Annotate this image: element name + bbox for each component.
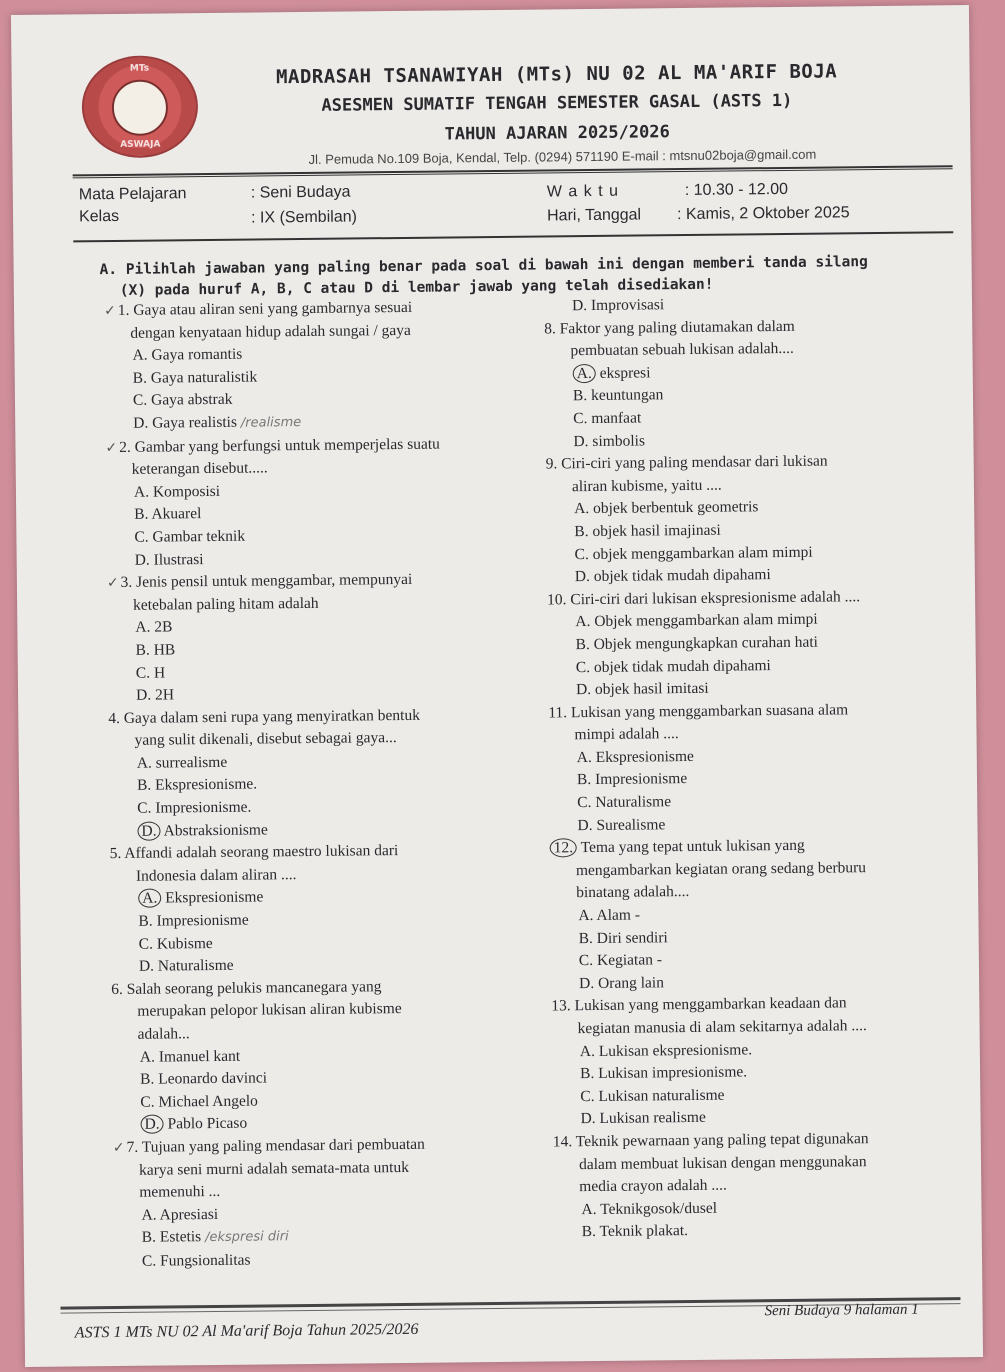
question-7: ✓ 7. Tujuan yang paling mendasar dari pembuatan karya seni murni adalah semata-mata untuk memenuhi ... A. Apresiasi B. Estetis /ekspresi diri C. Fungsionalitas [112,1135,425,1270]
question-6: 6. Salah seorang pelukis mancanegara yang merupakan pelopor lukisan aliran kubisme adalah... A. Imanuel kant B. Leonardo davinci C. Michael Angelo D. Pablo Picaso [111,978,402,1134]
question-5: 5. Affandi adalah seorang maestro lukisan dari Indonesia dalam aliran .... A. Ekspresionisme B. Impresionisme C. Kubisme D. Naturalisme [109,842,399,975]
class-value: : IX (Sembilan) [250,208,357,227]
question-12: 12. Tema yang tepat untuk lukisan yang mengambarkan kegiatan orang sedang berburu binatang adalah.... A. Alam - B. Diri sendiri C. Kegiatan - D. Orang lain [550,834,952,996]
handwritten-note: /ekspresi diri [204,1229,289,1246]
time-label: W a k t u [546,182,620,201]
info-divider [73,231,953,242]
question-2: ✓ 2. Gambar yang berfungsi untuk memperjelas suatu keterangan disebut..... A. Komposisi B. Akuarel C. Gambar teknik D. Ilustrasi [105,435,440,569]
school-logo [81,55,198,158]
circled-answer: A. [138,889,161,908]
date-label: Hari, Tanggal [546,206,642,225]
handwritten-note: /realisme [240,415,302,431]
question-11: 11. Lukisan yang menggambarkan suasana alam mimpi adalah .... A. Ekspresionisme B. Impresionisme C. Naturalisme D. Surealisme [548,701,849,834]
question-10: 10. Ciri-ciri dari lukisan ekspresionisme adalah .... A. Objek menggambarkan alam mimpi B. Objek mengungkapkan curahan hati C. objek tidak mudah dipahami D. objek hasil imitasi [547,587,861,699]
right-column [544,291,954,1244]
academic-year: TAHUN AJARAN 2025/2026 [444,122,670,145]
class-label: Kelas [78,207,120,226]
instruction-line-1: A. Pilihlah jawaban yang paling benar pada soal di bawah ini dengan memberi tanda silang [99,254,868,279]
question-7-option-d: D. Improvisasi [571,296,665,315]
subject-value: : Seni Budaya [250,183,351,202]
logo-top-text: MTs [129,63,150,74]
check-mark-icon: ✓ [112,1139,125,1157]
logo-bottom-text: ASWAJA [120,139,161,150]
question-3: ✓ 3. Jenis pensil untuk menggambar, mempunyai ketebalan paling hitam adalah A. 2B B. HB C. H D. 2H [106,571,413,704]
assessment-title: ASESMEN SUMATIF TENGAH SEMESTER GASAL (ASTS 1) [321,90,793,116]
question-13: 13. Lukisan yang menggambarkan keadaan dan kegiatan manusia di alam sekitarnya adalah .... A. Lukisan ekspresionisme. B. Lukisan impresionisme. C. Lukisan naturalisme D. Lukisan realisme [551,994,867,1128]
school-name: MADRASAH TSANAWIYAH (MTs) NU 02 AL MA'ARIF BOJA [275,60,838,89]
check-mark-icon: ✓ [105,439,118,456]
question-8: 8. Faktor yang paling diutamakan dalam pembuatan sebuah lukisan adalah.... A. ekspresi B. keuntungan C. manfaat D. simbolis [544,317,795,450]
left-column [104,296,534,1274]
footer-page-number: Seni Budaya 9 halaman 1 [764,1301,919,1320]
circled-answer: D. [137,821,160,840]
circled-question-number: 12. [550,838,578,857]
time-value: : 10.30 - 12.00 [684,180,789,200]
date-value: : Kamis, 2 Oktober 2025 [676,204,850,224]
logo-emblem [112,79,169,136]
letterhead [11,5,971,175]
instruction-line-2: (X) pada huruf A, B, C atau D di lembar jawab yang telah disediakan! [119,276,714,299]
subject-label: Mata Pelajaran [78,185,187,204]
circled-answer: A. [573,364,596,383]
question-1: ✓ 1. Gaya atau aliran seni yang gambarnya sesuai dengan kenyataan hidup adalah sungai / gaya A. Gaya romantis B. Gaya naturalistik C. Gaya abstrak D. Gaya realistis /realisme [103,298,413,432]
check-mark-icon: ✓ [103,302,116,320]
circled-answer: D. [140,1115,163,1134]
question-4: 4. Gaya dalam seni rupa yang menyiratkan bentuk yang sulit dikenali, disebut sebagai gaya... A. surrealisme B. Ekspresionisme. C. Impresionisme. D. Abstraksionisme [108,706,421,840]
question-14: 14. Teknik pewarnaan yang paling tepat digunakan dalam membuat lukisan dengan menggunakan media crayon adalah .... A. Teknikgosok/dusel B. Teknik plakat. [552,1130,869,1241]
exam-paper [11,5,983,1367]
footer-exam-name: ASTS 1 MTs NU 02 Al Ma'arif Boja Tahun 2025/2026 [74,1320,419,1342]
school-address: Jl. Pemuda No.109 Boja, Kendal, Telp. (0294) 571190 E-mail : mtsnu02boja@gmail.com [308,146,817,167]
check-mark-icon: ✓ [106,575,119,592]
question-9: 9. Ciri-ciri yang paling mendasar dari lukisan aliran kubisme, yaitu .... A. objek berbentuk geometris B. objek hasil imajinasi C. objek menggambarkan alam mimpi D. objek tidak mudah dipahami [545,452,828,586]
